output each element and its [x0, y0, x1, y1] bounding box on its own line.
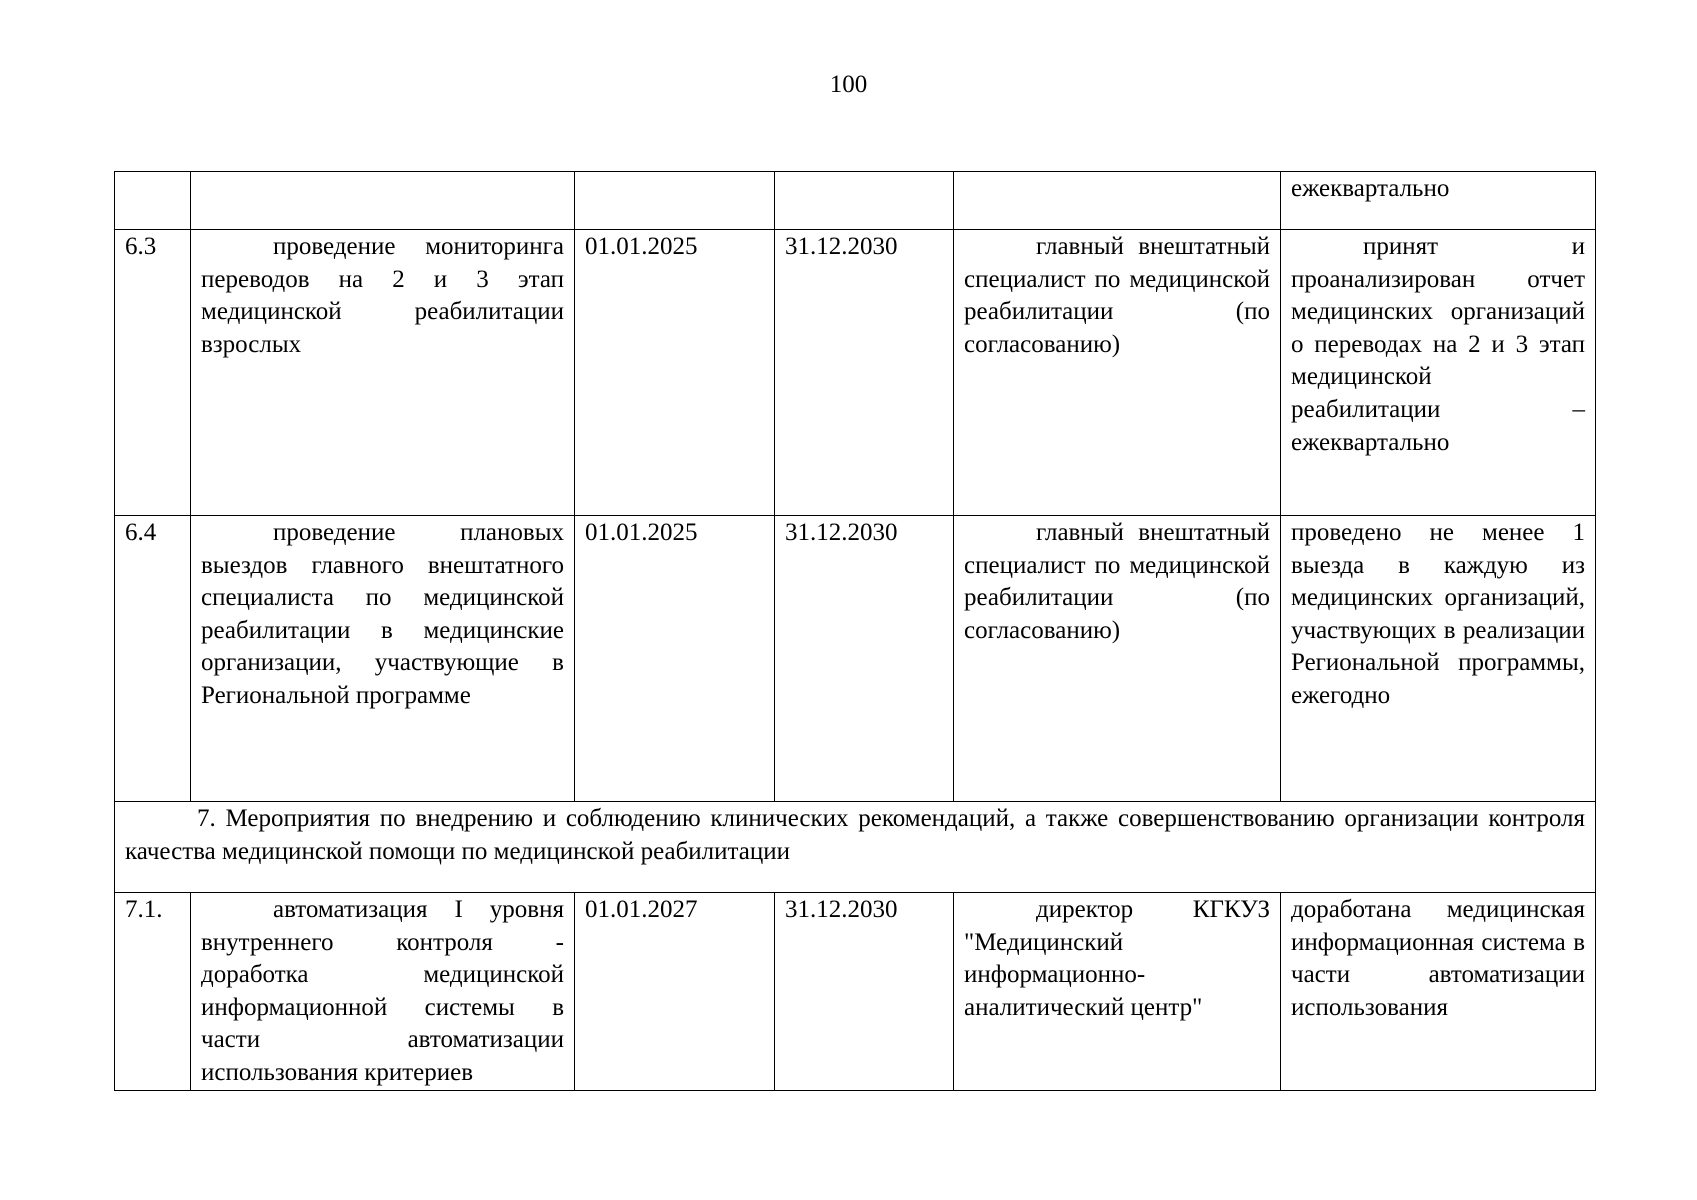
cell-end: 31.12.2030 [775, 516, 954, 802]
cell-num: 6.3 [115, 230, 191, 516]
table-row [115, 230, 1596, 516]
cell-end [775, 172, 954, 230]
page-number: 100 [829, 71, 868, 98]
cell-activity: автоматизация I уровня внутреннего контроля - доработка медицинской информационной системы в части автоматизации использования критериев [191, 893, 575, 1091]
activities-table [114, 171, 1596, 1091]
cell-activity [191, 172, 575, 230]
cell-responsible: главный внештатный специалист по медицинской реабилитации (по согласованию) [954, 230, 1281, 516]
table-row [115, 172, 1596, 230]
cell-result: доработана медицинская информационная система в части автоматизации использования [1281, 893, 1596, 1091]
cell-result: принят и проанализирован отчет медицинских организаций о переводах на 2 и 3 этап медицинской реабилитации – ежеквартально [1281, 230, 1596, 516]
table-row [115, 893, 1596, 1091]
cell-responsible: главный внештатный специалист по медицинской реабилитации (по согласованию) [954, 516, 1281, 802]
cell-result: ежеквартально [1281, 172, 1596, 230]
cell-activity: проведение мониторинга переводов на 2 и 3 этап медицинской реабилитации взрослых [191, 230, 575, 516]
cell-num: 6.4 [115, 516, 191, 802]
cell-start: 01.01.2025 [575, 230, 775, 516]
section-row [115, 802, 1596, 893]
cell-responsible [954, 172, 1281, 230]
cell-start [575, 172, 775, 230]
cell-start: 01.01.2025 [575, 516, 775, 802]
cell-num: 7.1. [115, 893, 191, 1091]
cell-start: 01.01.2027 [575, 893, 775, 1091]
cell-responsible: директор КГКУЗ "Медицинский информационно-аналитический центр" [954, 893, 1281, 1091]
cell-result: проведено не менее 1 выезда в каждую из медицинских организаций, участвующих в реализации Региональной программы, ежегодно [1281, 516, 1596, 802]
cell-activity: проведение плановых выездов главного внештатного специалиста по медицинской реабилитации в медицинские организации, участвующие в Региональной программе [191, 516, 575, 802]
table-row [115, 516, 1596, 802]
section-heading: 7. Мероприятия по внедрению и соблюдению клинических рекомендаций, а также совершенствованию организации контроля качества медицинской помощи по медицинской реабилитации [115, 802, 1596, 893]
cell-end: 31.12.2030 [775, 893, 954, 1091]
cell-end: 31.12.2030 [775, 230, 954, 516]
cell-num [115, 172, 191, 230]
